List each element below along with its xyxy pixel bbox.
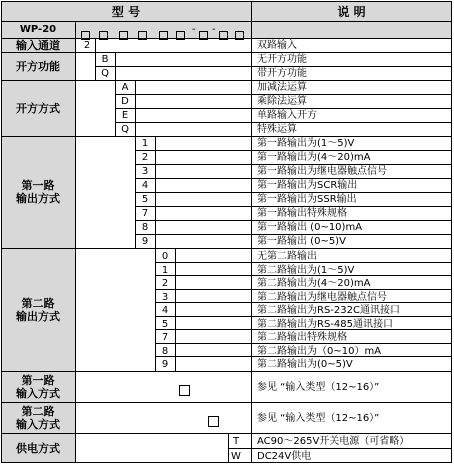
sqrt-method-code-a: A <box>121 82 129 93</box>
sqrt-function-desc-b: 无开方功能 <box>257 54 307 65</box>
output1-desc: 第一路输出为(1～5)V <box>257 138 355 149</box>
output1-code: 5 <box>141 194 149 205</box>
category-sqrt-method: 开方方式 <box>1 80 75 136</box>
output2-code: 8 <box>161 346 169 357</box>
category-output-2: 第二路 输出方式 <box>1 248 75 371</box>
table-grid <box>1 1 452 463</box>
output2-code: 1 <box>161 265 169 276</box>
output2-desc: 无第二路输出 <box>257 251 317 262</box>
output2-desc: 第二路输出为RS-232C通讯接口 <box>257 305 400 316</box>
output2-desc: 第二路输出特殊规格 <box>257 332 347 343</box>
category-input-1: 第一路 输入方式 <box>1 371 75 402</box>
output1-desc: 第一路输出为继电器触点信号 <box>257 166 387 177</box>
header-description: 说 明 <box>251 1 452 21</box>
output1-code: 8 <box>141 222 149 233</box>
sqrt-method-code-e: E <box>121 110 129 121</box>
output1-code: 4 <box>141 180 149 191</box>
output2-desc: 第二路输出为（0~10）mA <box>257 346 382 357</box>
sqrt-method-desc-d: 乘除法运算 <box>257 96 307 107</box>
output2-code: 2 <box>161 278 169 289</box>
sqrt-method-desc-e: 单路输入开方 <box>257 110 317 121</box>
dash-2: - <box>212 24 216 35</box>
output1-code: 9 <box>141 236 149 247</box>
sqrt-method-desc-q: 特殊运算 <box>257 124 297 135</box>
output1-desc: 第一路输出特殊规格 <box>257 208 347 219</box>
output2-code: 3 <box>161 292 169 303</box>
category-input-2: 第二路 输入方式 <box>1 402 75 433</box>
model-selection-table <box>1 1 452 463</box>
output2-desc: 第二路输出为继电器触点信号 <box>257 292 387 303</box>
output1-desc: 第一路输出 (0~5)V <box>257 236 346 247</box>
header-model: 型 号 <box>1 1 251 21</box>
output2-code: 9 <box>161 359 169 370</box>
category-input-channel: 输入通道 <box>1 38 75 52</box>
input2-desc: 参见 “输入类型（12~16）” <box>257 413 380 424</box>
model-code-label: WP-20 <box>1 21 75 38</box>
output1-desc: 第一路输出为SSR输出 <box>257 194 357 205</box>
output2-desc: 第二路输出为(4～20)mA <box>257 278 371 289</box>
sqrt-method-code-q: Q <box>121 124 129 135</box>
output2-desc: 第二路输出为(1～5)V <box>257 265 355 276</box>
sqrt-function-code-b: B <box>101 54 109 65</box>
sqrt-method-code-d: D <box>121 96 129 107</box>
category-sqrt-function: 开方功能 <box>1 52 75 80</box>
output2-desc: 第二路输出为(0~5)V <box>257 359 353 370</box>
sqrt-function-desc-q: 带开方功能 <box>257 68 307 79</box>
power-code-t: T <box>232 436 240 447</box>
output1-code: 1 <box>141 138 149 149</box>
input1-desc: 参见 “输入类型（12~16）” <box>257 382 380 393</box>
power-code-w: W <box>231 451 241 462</box>
output2-code: 4 <box>161 305 169 316</box>
power-desc-t: AC90～265V开关电源（可省略） <box>257 436 410 447</box>
input-channel-desc: 双路输入 <box>257 40 297 51</box>
output1-code: 7 <box>141 208 149 219</box>
category-power: 供电方式 <box>1 433 75 463</box>
sqrt-method-desc-a: 加减法运算 <box>257 82 307 93</box>
output1-code: 3 <box>141 166 149 177</box>
output1-desc: 第一路输出 (0~10)mA <box>257 222 363 233</box>
output2-code: 0 <box>161 251 169 262</box>
power-desc-w: DC24V供电 <box>257 451 312 462</box>
sqrt-function-code-q: Q <box>101 68 109 79</box>
input-channel-code: 2 <box>83 40 91 51</box>
output1-desc: 第一路输出为(4～20)mA <box>257 152 371 163</box>
output1-code: 2 <box>141 152 149 163</box>
dash-1: - <box>192 24 196 35</box>
category-output-1: 第一路 输出方式 <box>1 136 75 248</box>
output2-desc: 第二路输出为RS-485通讯接口 <box>257 319 393 330</box>
output2-code: 5 <box>161 319 169 330</box>
output1-desc: 第一路输出为SCR输出 <box>257 180 358 191</box>
output2-code: 7 <box>161 332 169 343</box>
